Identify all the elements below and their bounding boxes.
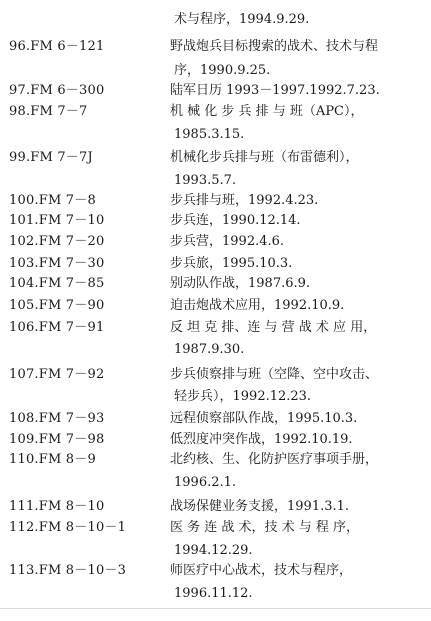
entry-description-line: 术与程序，1994.9.29. [174, 12, 310, 27]
entry-description-line: 师医疗中心战术，技术与程序， [170, 563, 353, 578]
entry-code: 96.FM 6－121 [9, 39, 105, 54]
entry-code: 104.FM 7－85 [9, 276, 105, 291]
entry-description-line: 步兵营，1992.4.6. [170, 234, 285, 249]
entry-description-line: 医 务 连 战 术，技 术 与 程 序， [170, 520, 360, 535]
entry-code: 111.FM 8－10 [9, 499, 105, 514]
entry-description-line: 1987.9.30. [174, 342, 245, 357]
entry-description-line: 步兵侦察排与班（空降、空中攻击、 [170, 367, 379, 382]
entry-description-line: 机 械 化 步 兵 排 与 班（APC）， [170, 104, 364, 119]
entry-code: 105.FM 7－90 [9, 298, 105, 313]
entry-code: 101.FM 7－10 [9, 213, 105, 228]
entry-code: 110.FM 8－9 [9, 452, 96, 467]
entry-code: 107.FM 7－92 [9, 367, 105, 382]
entry-description-line: 步兵连，1990.12.14. [170, 213, 301, 228]
entry-code: 113.FM 8－10－3 [9, 563, 127, 578]
entry-code: 97.FM 6－300 [9, 83, 105, 98]
entry-description-line: 北约核、生、化防护医疗事项手册， [170, 452, 379, 467]
entry-description-line: 1985.3.15. [174, 127, 245, 142]
entry-description-line: 步兵排与班，1992.4.23. [170, 193, 319, 208]
entry-code: 99.FM 7－7J [9, 150, 93, 165]
entry-description-line: 序，1990.9.25. [174, 63, 271, 78]
entry-description-line: 1996.2.1. [174, 475, 237, 490]
entry-description-line: 野战炮兵目标搜索的战术、技术与程 [170, 39, 379, 54]
entry-description-line: 步兵旅，1995.10.3. [170, 256, 293, 271]
entry-code: 100.FM 7－8 [9, 193, 96, 208]
entry-code: 102.FM 7－20 [9, 234, 105, 249]
entry-code: 109.FM 7－98 [9, 432, 105, 447]
page-bottom-edge [0, 608, 431, 609]
entry-description-line: 迫击炮战术应用，1992.10.9. [170, 298, 345, 313]
entry-description-line: 低烈度冲突作战，1992.10.19. [170, 432, 353, 447]
entry-code: 106.FM 7－91 [9, 320, 105, 335]
entry-description-line: 陆军日历 1993－1997.1992.7.23. [170, 83, 380, 98]
entry-description-line: 1993.5.7. [174, 173, 237, 188]
entry-description-line: 轻步兵），1992.12.23. [174, 389, 312, 404]
entry-code: 98.FM 7－7 [9, 104, 88, 119]
entry-code: 112.FM 8－10－1 [9, 520, 127, 535]
entry-description-line: 远程侦察部队作战，1995.10.3. [170, 411, 358, 426]
entry-description-line: 反 坦 克 排、连 与 营 战 术 应 用， [170, 320, 377, 335]
entry-description-line: 机械化步兵排与班（布雷德利）， [170, 150, 359, 165]
entry-description-line: 1996.11.12. [174, 586, 253, 601]
entry-description-line: 1994.12.29. [174, 543, 253, 558]
entry-description-line: 战场保健业务支援，1991.3.1. [170, 499, 350, 514]
entry-code: 108.FM 7－93 [9, 411, 105, 426]
entry-description-line: 别动队作战，1987.6.9. [170, 276, 311, 291]
entry-code: 103.FM 7－30 [9, 256, 105, 271]
